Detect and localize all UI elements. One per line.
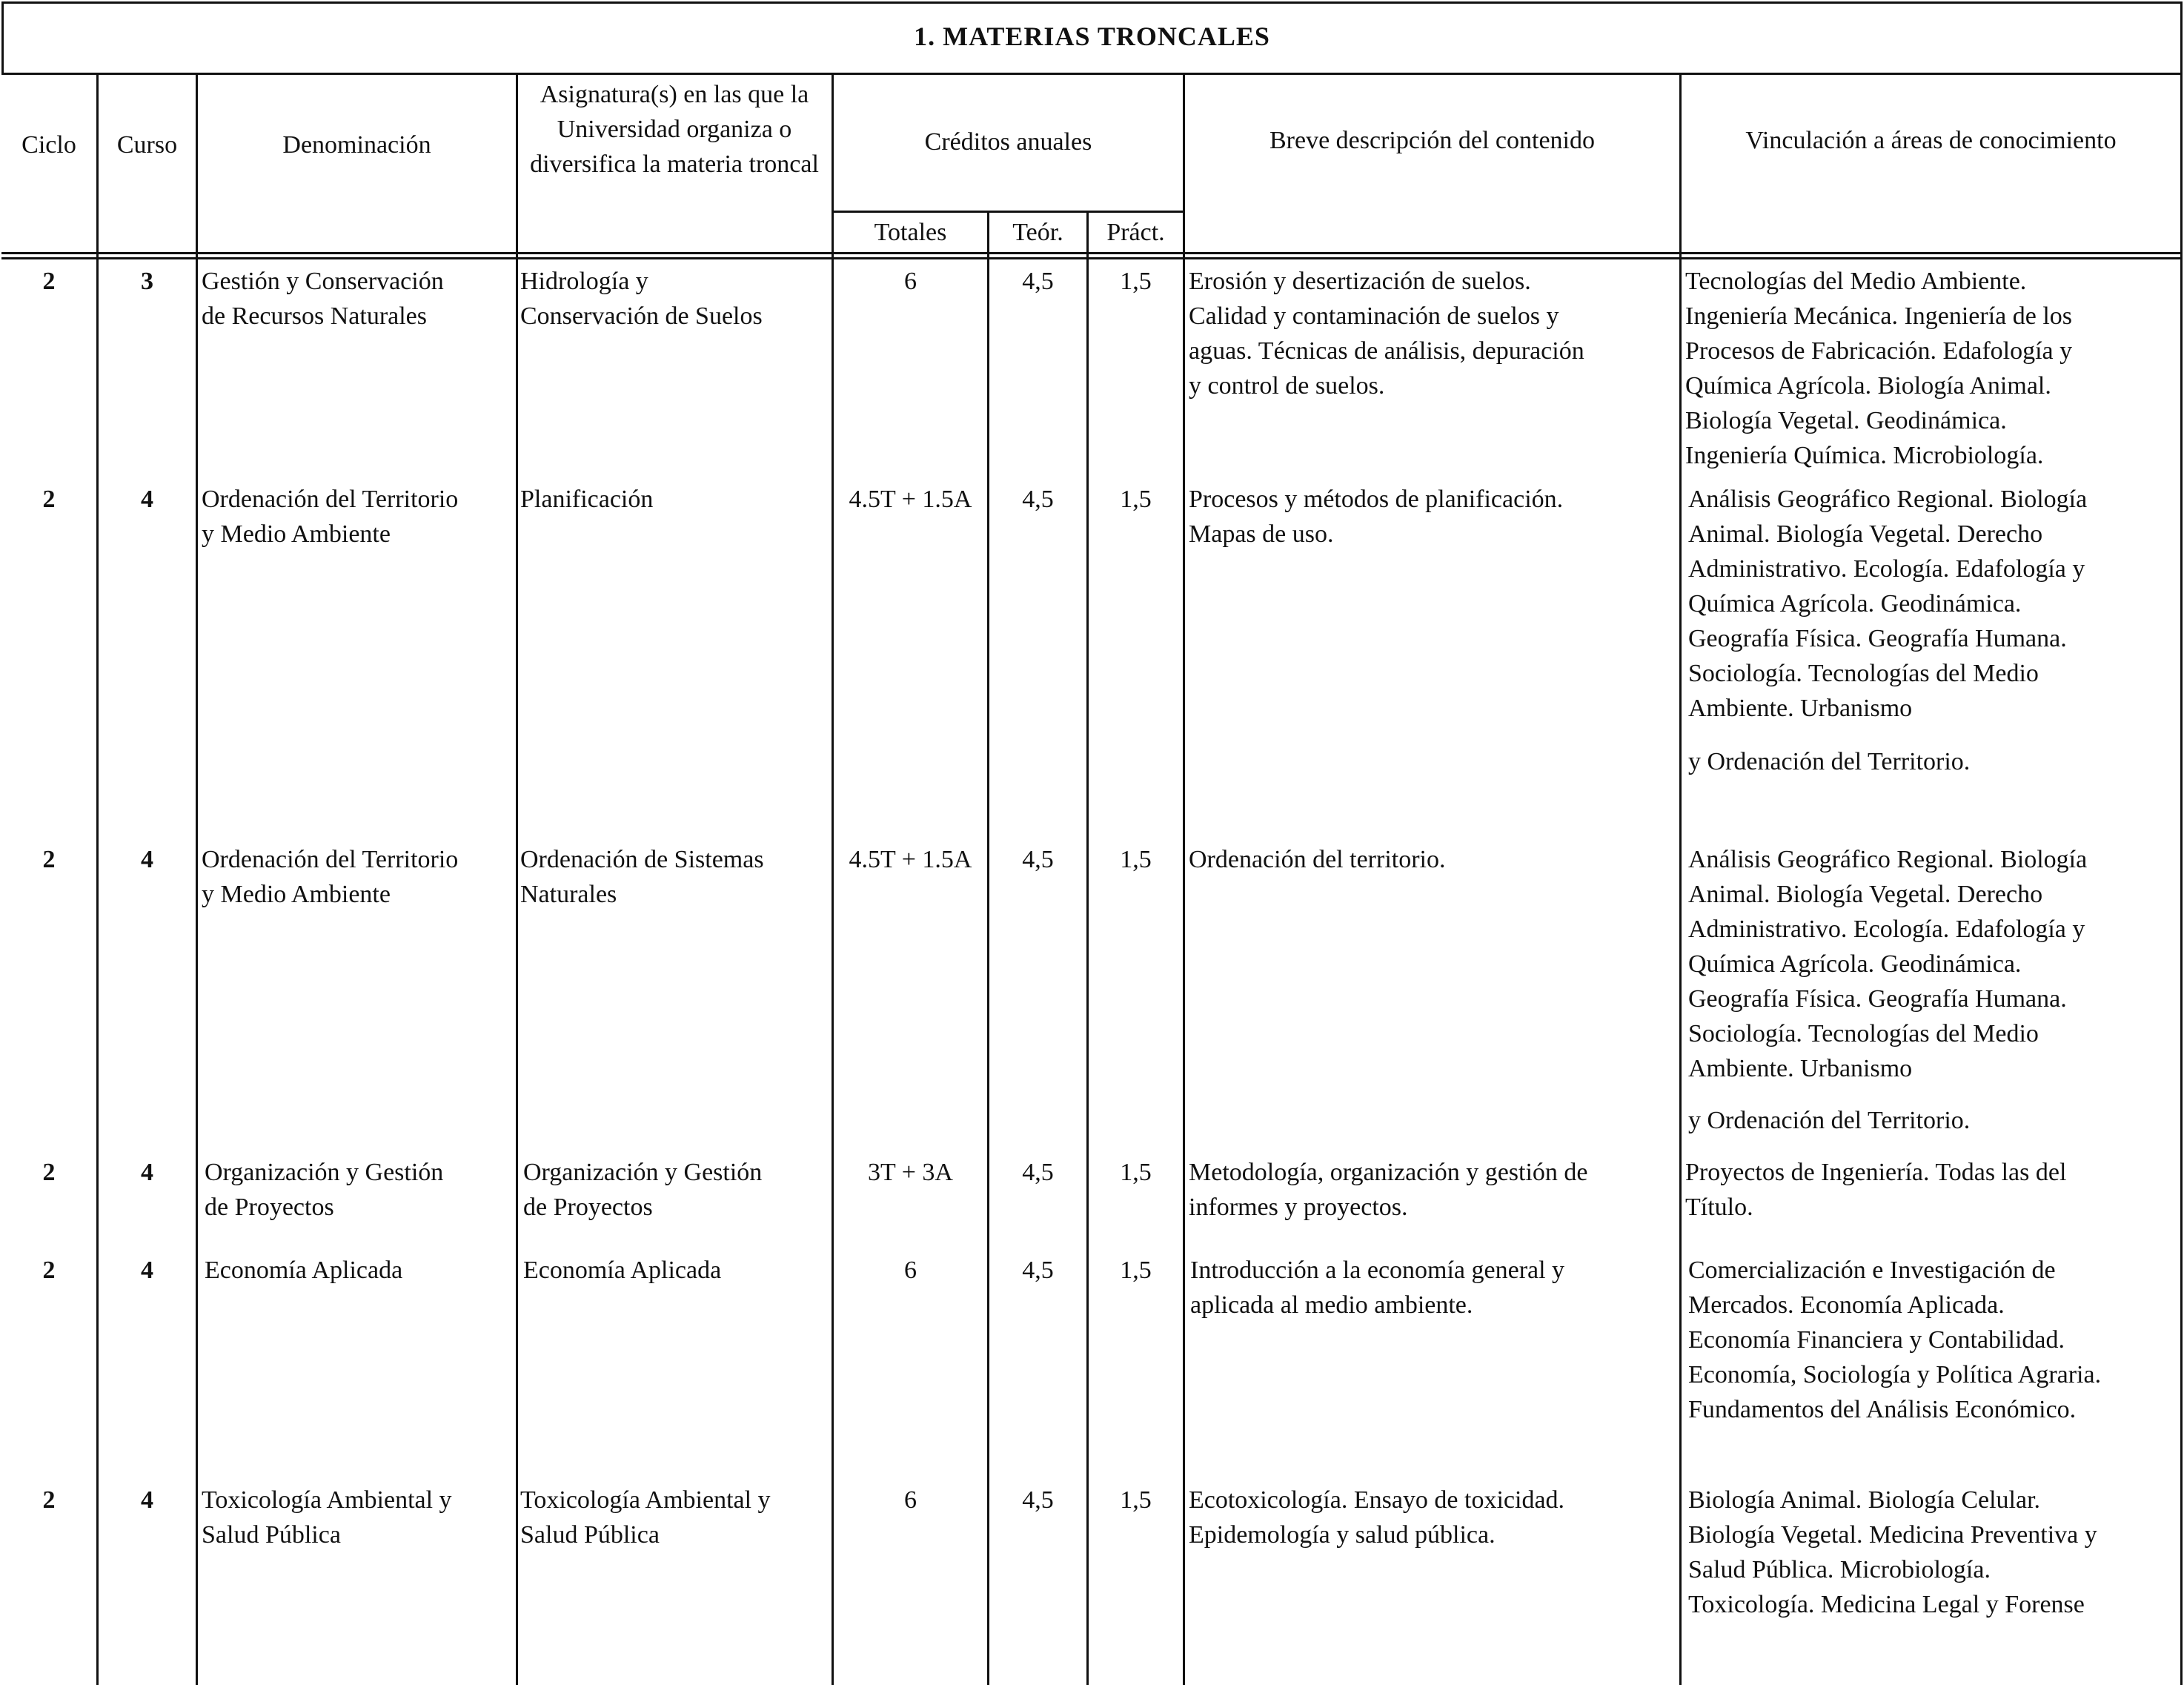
col-divider-ciclo bbox=[96, 73, 99, 1685]
cell-asignatura-line: Organización y Gestión bbox=[523, 1159, 763, 1186]
cell-ciclo: 2 bbox=[42, 1486, 56, 1514]
cell-descripcion-line: Ecotoxicología. Ensayo de toxicidad. bbox=[1189, 1486, 1565, 1514]
cell-descripcion-line: Ordenación del territorio. bbox=[1189, 846, 1446, 873]
cell-totales: 6 bbox=[904, 1486, 917, 1514]
cell-denominacion-line: Toxicología Ambiental y bbox=[202, 1486, 452, 1514]
cell-descripcion-line: Epidemología y salud pública. bbox=[1189, 1521, 1496, 1549]
creditos-sub-border bbox=[832, 211, 1183, 213]
cell-teor: 4,5 bbox=[1022, 1486, 1054, 1514]
table-title: 1. MATERIAS TRONCALES bbox=[914, 21, 1270, 51]
cell-denominacion-line: de Proyectos bbox=[205, 1194, 334, 1221]
cell-vinculacion-line: Animal. Biología Vegetal. Derecho bbox=[1688, 881, 2043, 908]
cell-descripcion-line: y control de suelos. bbox=[1189, 372, 1385, 400]
cell-vinculacion-line: Análisis Geográfico Regional. Biología bbox=[1688, 846, 2088, 873]
cell-vinculacion-line: Sociología. Tecnologías del Medio bbox=[1688, 660, 2039, 687]
cell-vinculacion-line: Salud Pública. Microbiología. bbox=[1688, 1556, 1991, 1583]
cell-vinculacion-line: Animal. Biología Vegetal. Derecho bbox=[1688, 520, 2043, 548]
cell-totales: 6 bbox=[904, 1257, 917, 1284]
header-ciclo: Ciclo bbox=[21, 131, 76, 159]
cell-vinculacion-line: Biología Animal. Biología Celular. bbox=[1688, 1486, 2041, 1514]
header-creditos: Créditos anuales bbox=[924, 128, 1092, 156]
col-divider-creditos bbox=[1183, 73, 1185, 1685]
cell-pract: 1,5 bbox=[1120, 486, 1152, 513]
cell-asignatura-line: Toxicología Ambiental y bbox=[520, 1486, 771, 1514]
cell-pract: 1,5 bbox=[1120, 268, 1152, 295]
cell-denominacion-line: y Medio Ambiente bbox=[202, 520, 391, 548]
header-bottom-border bbox=[1, 252, 2183, 254]
title-bottom-border bbox=[1, 73, 2183, 75]
cell-vinculacion-line: Economía, Sociología y Política Agraria. bbox=[1688, 1361, 2102, 1388]
cell-pract: 1,5 bbox=[1120, 846, 1152, 873]
cell-descripcion-line: Introducción a la economía general y bbox=[1190, 1257, 1565, 1284]
cell-vinculacion-line: Geografía Física. Geografía Humana. bbox=[1688, 985, 2067, 1013]
cell-ciclo: 2 bbox=[42, 1257, 56, 1284]
cell-vinculacion-line: Fundamentos del Análisis Económico. bbox=[1688, 1396, 2077, 1423]
header-vinculacion: Vinculación a áreas de conocimiento bbox=[1745, 127, 2117, 154]
col-divider-curso bbox=[196, 73, 198, 1685]
cell-vinculacion-line: Título. bbox=[1685, 1194, 1753, 1221]
cell-denominacion-line: Organización y Gestión bbox=[205, 1159, 444, 1186]
cell-vinculacion-line: Proyectos de Ingeniería. Todas las del bbox=[1685, 1159, 2067, 1186]
header-bottom-border-2 bbox=[1, 257, 2183, 259]
cell-ciclo: 2 bbox=[42, 846, 56, 873]
cell-vinculacion-line: Toxicología. Medicina Legal y Forense bbox=[1688, 1591, 2085, 1618]
cell-descripcion-line: informes y proyectos. bbox=[1189, 1194, 1408, 1221]
cell-vinculacion-line: Procesos de Fabricación. Edafología y bbox=[1685, 337, 2073, 365]
header-teor: Teór. bbox=[1012, 219, 1063, 246]
cell-teor: 4,5 bbox=[1022, 846, 1054, 873]
cell-denominacion-line: y Medio Ambiente bbox=[202, 881, 391, 908]
header-totales: Totales bbox=[874, 219, 947, 246]
cell-teor: 4,5 bbox=[1022, 268, 1054, 295]
cell-denominacion-line: Gestión y Conservación bbox=[202, 268, 444, 295]
cell-pract: 1,5 bbox=[1120, 1486, 1152, 1514]
cell-asignatura-line: de Proyectos bbox=[523, 1194, 653, 1221]
cell-asignatura-line: Conservación de Suelos bbox=[520, 302, 763, 330]
cell-descripcion-line: Erosión y desertización de suelos. bbox=[1189, 268, 1531, 295]
cell-ciclo: 2 bbox=[42, 486, 56, 513]
cell-asignatura-line: Hidrología y bbox=[520, 268, 648, 295]
cell-asignatura-line: Planificación bbox=[520, 486, 654, 513]
table-top-border bbox=[1, 1, 2183, 4]
cell-vinculacion-line: Análisis Geográfico Regional. Biología bbox=[1688, 486, 2088, 513]
header-descripcion: Breve descripción del contenido bbox=[1269, 127, 1595, 154]
cell-vinculacion-extra: y Ordenación del Territorio. bbox=[1688, 1107, 1971, 1134]
header-denominacion: Denominación bbox=[282, 131, 431, 159]
cell-pract: 1,5 bbox=[1120, 1257, 1152, 1284]
cell-descripcion-line: Mapas de uso. bbox=[1189, 520, 1334, 548]
cell-vinculacion-line: Biología Vegetal. Geodinámica. bbox=[1685, 407, 2007, 434]
cell-asignatura-line: Ordenación de Sistemas bbox=[520, 846, 764, 873]
cell-totales: 4.5T + 1.5A bbox=[849, 846, 972, 873]
cell-curso: 4 bbox=[141, 1486, 153, 1514]
cell-vinculacion-line: Economía Financiera y Contabilidad. bbox=[1688, 1326, 2065, 1354]
cell-vinculacion-line: Mercados. Economía Aplicada. bbox=[1688, 1291, 2005, 1319]
cell-asignatura-line: Salud Pública bbox=[520, 1521, 660, 1549]
col-divider-totales bbox=[987, 211, 989, 1685]
cell-descripcion-line: Calidad y contaminación de suelos y bbox=[1189, 302, 1559, 330]
table-right-border bbox=[2180, 1, 2183, 1685]
cell-vinculacion-line: Administrativo. Ecología. Edafología y bbox=[1688, 916, 2085, 943]
cell-vinculacion-line: Ingeniería Mecánica. Ingeniería de los bbox=[1685, 302, 2073, 330]
col-divider-denominacion bbox=[516, 73, 518, 1685]
cell-ciclo: 2 bbox=[42, 1159, 56, 1186]
cell-vinculacion-line: Ambiente. Urbanismo bbox=[1688, 695, 1913, 722]
cell-denominacion-line: de Recursos Naturales bbox=[202, 302, 428, 330]
header-curso: Curso bbox=[116, 131, 178, 159]
cell-vinculacion-line: Química Agrícola. Biología Animal. bbox=[1685, 372, 2051, 400]
cell-curso: 4 bbox=[141, 846, 153, 873]
cell-descripcion-line: Metodología, organización y gestión de bbox=[1189, 1159, 1588, 1186]
cell-curso: 4 bbox=[141, 1159, 153, 1186]
cell-denominacion-line: Salud Pública bbox=[202, 1521, 341, 1549]
cell-teor: 4,5 bbox=[1022, 486, 1054, 513]
cell-denominacion-line: Ordenación del Territorio bbox=[202, 846, 459, 873]
cell-teor: 4,5 bbox=[1022, 1159, 1054, 1186]
cell-vinculacion-line: Ingeniería Química. Microbiología. bbox=[1685, 442, 2044, 469]
cell-asignatura-line: Economía Aplicada bbox=[523, 1257, 722, 1284]
cell-descripcion-line: Procesos y métodos de planificación. bbox=[1189, 486, 1564, 513]
cell-vinculacion-line: Administrativo. Ecología. Edafología y bbox=[1688, 555, 2085, 583]
cell-vinculacion-line: Ambiente. Urbanismo bbox=[1688, 1055, 1913, 1082]
cell-vinculacion-line: Geografía Física. Geografía Humana. bbox=[1688, 625, 2067, 652]
header-pract: Práct. bbox=[1106, 219, 1165, 246]
cell-vinculacion-line: Sociología. Tecnologías del Medio bbox=[1688, 1020, 2039, 1047]
cell-vinculacion-extra: y Ordenación del Territorio. bbox=[1688, 748, 1971, 775]
col-divider-asignatura bbox=[832, 73, 834, 1685]
col-divider-descripcion bbox=[1679, 73, 1682, 1685]
cell-denominacion-line: Ordenación del Territorio bbox=[202, 486, 459, 513]
cell-curso: 4 bbox=[141, 1257, 153, 1284]
cell-curso: 4 bbox=[141, 486, 153, 513]
cell-pract: 1,5 bbox=[1120, 1159, 1152, 1186]
cell-vinculacion-line: Tecnologías del Medio Ambiente. bbox=[1685, 268, 2027, 295]
cell-denominacion-line: Economía Aplicada bbox=[205, 1257, 403, 1284]
cell-totales: 6 bbox=[904, 268, 917, 295]
cell-vinculacion-line: Comercialización e Investigación de bbox=[1688, 1257, 2056, 1284]
col-divider-teor bbox=[1086, 211, 1089, 1685]
cell-descripcion-line: aplicada al medio ambiente. bbox=[1190, 1291, 1473, 1319]
header-asignaturas: Asignatura(s) en las que la Universidad organiza o diversifica la materia troncal bbox=[530, 81, 819, 178]
cell-asignatura-line: Naturales bbox=[520, 881, 617, 908]
cell-totales: 4.5T + 1.5A bbox=[849, 486, 972, 513]
cell-descripcion-line: aguas. Técnicas de análisis, depuración bbox=[1189, 337, 1584, 365]
cell-vinculacion-line: Química Agrícola. Geodinámica. bbox=[1688, 950, 2022, 978]
cell-teor: 4,5 bbox=[1022, 1257, 1054, 1284]
cell-vinculacion-line: Biología Vegetal. Medicina Preventiva y bbox=[1688, 1521, 2097, 1549]
cell-vinculacion-line: Química Agrícola. Geodinámica. bbox=[1688, 590, 2022, 618]
cell-curso: 3 bbox=[141, 268, 153, 295]
cell-totales: 3T + 3A bbox=[868, 1159, 953, 1186]
cell-ciclo: 2 bbox=[42, 268, 56, 295]
